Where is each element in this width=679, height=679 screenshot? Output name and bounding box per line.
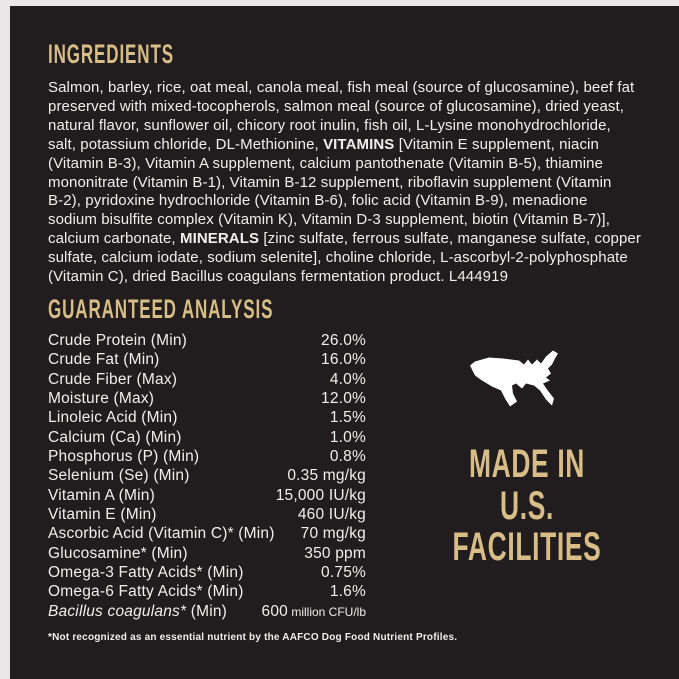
ingredient-line: (Vitamin C), dried Bacillus coagulans fermentation product. L444919 [48, 268, 509, 286]
row-value-unit: million CFU/lb [287, 604, 366, 619]
row-label: Omega-3 Fatty Acids* (Min) [48, 564, 244, 582]
row-label: Vitamin A (Min) [48, 486, 155, 504]
guaranteed-analysis-heading [48, 294, 406, 325]
row-label: Moisture (Max) [48, 390, 155, 408]
ingredient-line: sulfate, calcium iodate, sodium selenite], choline chloride, L-ascorbyl-2-polyphosphate [48, 249, 628, 267]
table-row [48, 545, 366, 564]
table-row [48, 487, 366, 506]
line-text: calcium carbonate, [48, 230, 180, 248]
line-text: [zinc sulfate, ferrous sulfate, manganese sulfate, copper [259, 230, 641, 248]
label-panel [10, 6, 679, 679]
made-in-us-block [443, 347, 611, 569]
ingredient-line [48, 230, 641, 249]
row-label-suffix: (Min) [186, 602, 228, 620]
ingredient-line: mononitrate (Vitamin B-1), Vitamin B-12 supplement, riboflavin supplement (Vitamin [48, 173, 612, 191]
row-value: 460 IU/kg [297, 506, 366, 524]
minerals-keyword: MINERALS [179, 230, 260, 248]
line-text: salt, potassium chloride, DL-Methionine, [48, 135, 324, 153]
row-value: 0.75% [321, 564, 366, 582]
table-row [48, 429, 366, 448]
row-value: 70 mg/kg [300, 525, 366, 543]
row-label: Vitamin E (Min) [48, 506, 157, 524]
table-row [48, 525, 366, 544]
table-row [48, 371, 366, 390]
line-text: [Vitamin E supplement, niacin [394, 135, 599, 153]
row-value: 15,000 IU/kg [275, 486, 366, 504]
guaranteed-analysis-heading-text: GUARANTEED ANALYSIS [48, 294, 274, 324]
made-in-line2: U.S. [500, 483, 554, 528]
row-value: 0.8% [329, 448, 366, 466]
table-row [48, 564, 366, 583]
row-value: 12.0% [321, 390, 366, 408]
row-label: Crude Fiber (Max) [48, 370, 178, 388]
table-row [48, 467, 366, 486]
row-value: 4.0% [329, 370, 366, 388]
ingredients-heading-text: INGREDIENTS [48, 39, 174, 69]
table-row [48, 583, 366, 602]
table-row [48, 448, 366, 467]
ingredient-line: natural flavor, sunflower oil, chicory root inulin, fish oil, L-Lysine monohydrochloride, [48, 116, 611, 134]
table-row [48, 390, 366, 409]
ingredients-paragraph [48, 79, 641, 287]
row-label: Linoleic Acid (Min) [48, 409, 178, 427]
ingredient-line: (Vitamin B-3), Vitamin A supplement, calcium pantothenate (Vitamin B-5), thiamine [48, 154, 604, 172]
ingredient-line: sodium bisulfite complex (Vitamin K), Vitamin D-3 supplement, biotin (Vitamin B-7)], [48, 211, 610, 229]
ingredient-line: preserved with mixed-tocopherols, salmon meal (source of glucosamine), dried yeast, [48, 97, 625, 115]
row-value: 1.6% [329, 583, 366, 601]
vitamins-keyword: VITAMINS [323, 135, 395, 153]
table-row [48, 603, 366, 622]
table-row [48, 506, 366, 525]
row-value: 1.5% [329, 409, 366, 427]
made-in-text [428, 444, 626, 569]
row-label: Glucosamine* (Min) [48, 544, 188, 562]
row-label: Phosphorus (P) (Min) [48, 448, 200, 466]
row-label: Omega-6 Fatty Acids* (Min) [48, 583, 244, 601]
row-value: 0.35 mg/kg [287, 467, 366, 485]
ingredient-line: B-2), pyridoxine hydrochloride (Vitamin B-6), folic acid (Vitamin B-9), menadione [48, 192, 588, 210]
row-label [48, 603, 227, 621]
made-in-line3: FACILITIES [452, 525, 602, 569]
row-value: 16.0% [321, 351, 366, 369]
made-in-line1: MADE IN [468, 442, 586, 486]
usa-map-icon [467, 347, 587, 432]
row-label: Selenium (Se) (Min) [48, 467, 190, 485]
row-value-number: 600 [261, 602, 288, 620]
aafco-footnote: *Not recognized as an essential nutrient by the AAFCO Dog Food Nutrient Profiles. [48, 632, 458, 643]
row-label: Ascorbic Acid (Vitamin C)* (Min) [48, 525, 275, 543]
ingredients-heading [48, 39, 248, 70]
row-label: Calcium (Ca) (Min) [48, 428, 182, 446]
ingredient-line: Salmon, barley, rice, oat meal, canola meal, fish meal (source of glucosamine), beef fat [48, 79, 635, 96]
row-label: Crude Protein (Min) [48, 332, 188, 349]
guaranteed-analysis-table [48, 332, 366, 622]
table-row [48, 332, 366, 351]
row-value: 26.0% [321, 332, 366, 349]
table-row [48, 409, 366, 428]
row-value: 1.0% [329, 428, 366, 446]
row-value [262, 603, 366, 621]
row-value: 350 ppm [304, 544, 366, 562]
table-row [48, 351, 366, 370]
ingredient-line [48, 136, 641, 155]
bacillus-coagulans-label: Bacillus coagulans* [48, 602, 187, 620]
row-label: Crude Fat (Min) [48, 351, 160, 369]
